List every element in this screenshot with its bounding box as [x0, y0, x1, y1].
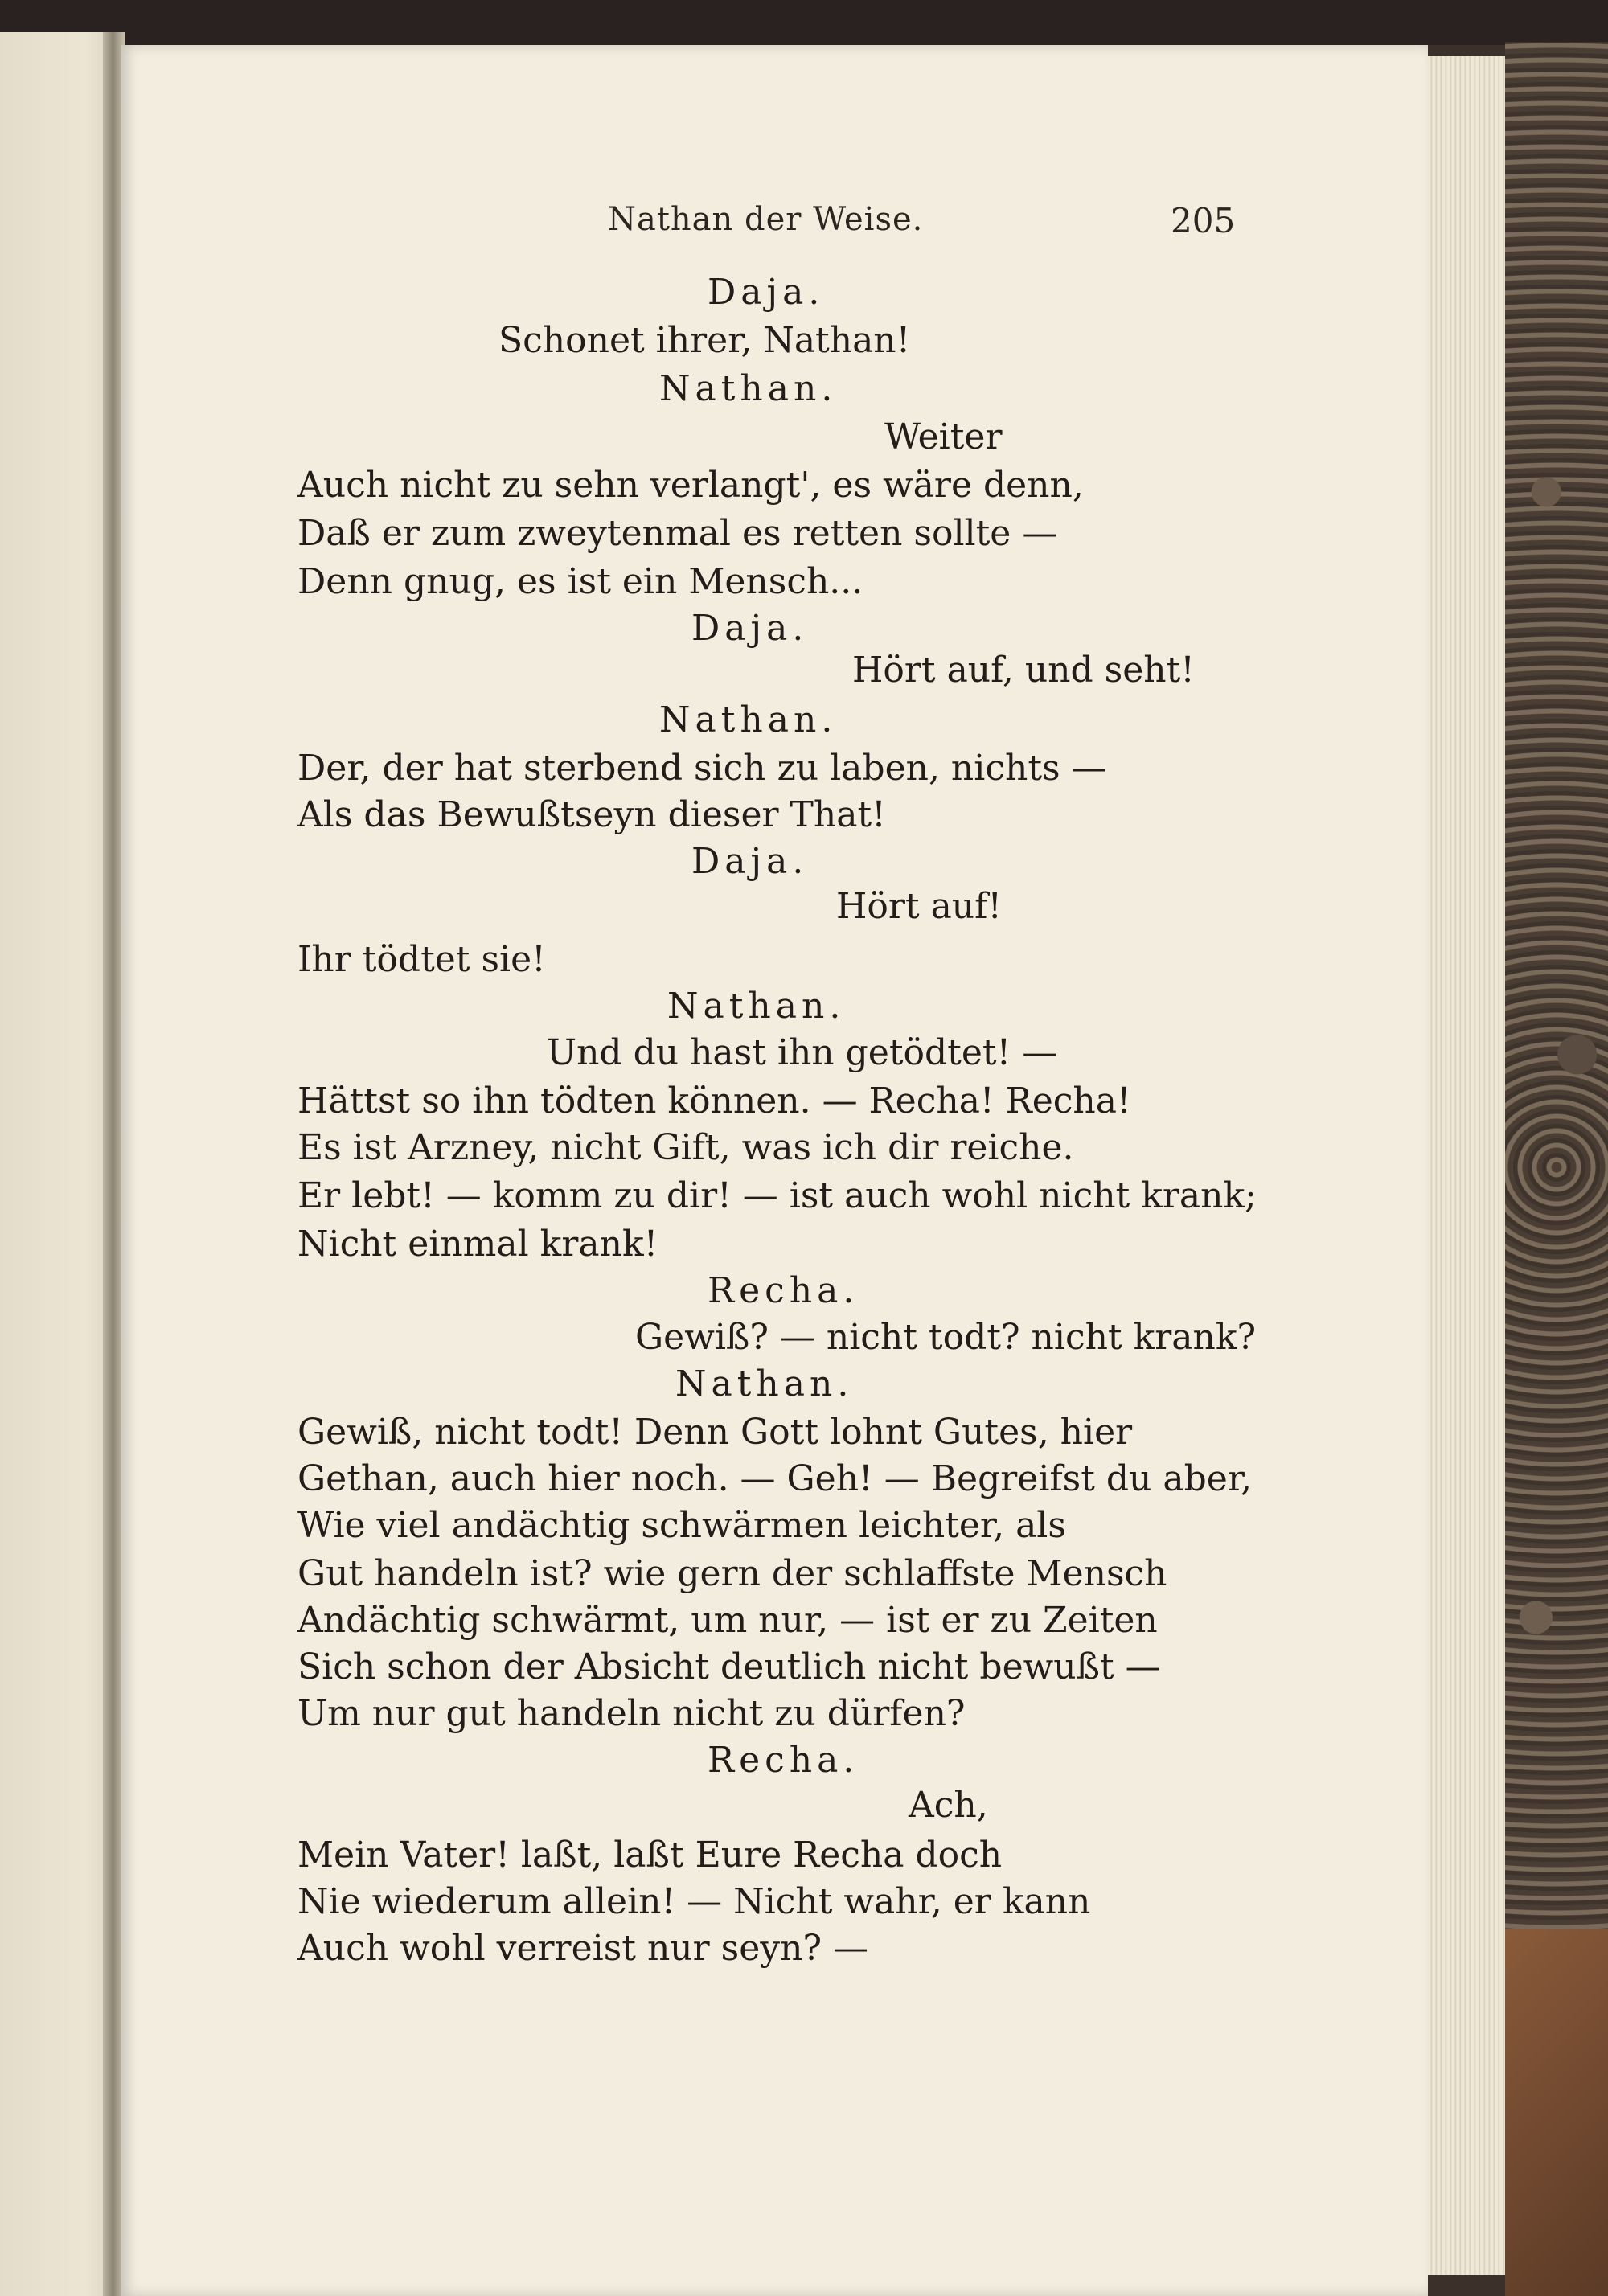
- verse-line: Gewiß? — nicht todt? nicht krank?: [635, 1317, 1257, 1358]
- speaker-label: Nathan.: [675, 1363, 854, 1404]
- speaker-label: Daja.: [708, 272, 825, 313]
- verse-line: Der, der hat sterbend sich zu laben, nichts —: [297, 748, 1107, 789]
- verse-line: Hört auf!: [836, 886, 1003, 927]
- verse-line: Er lebt! — komm zu dir! — ist auch wohl nicht krank;: [297, 1175, 1257, 1216]
- speaker-label: Nathan.: [659, 699, 838, 740]
- leather-corner: [1505, 1929, 1608, 2296]
- speaker-label: Recha.: [708, 1270, 859, 1311]
- speaker-label: Daja.: [691, 841, 809, 882]
- speaker-label: Nathan.: [667, 986, 846, 1027]
- verse-line: Wie viel andächtig schwärmen leichter, als: [297, 1505, 1066, 1546]
- verse-line: Denn gnug, es ist ein Mensch...: [297, 561, 863, 602]
- verse-line: Auch nicht zu sehn verlangt', es wäre denn,: [297, 465, 1084, 506]
- speaker-label: Recha.: [708, 1740, 859, 1781]
- running-title: Nathan der Weise.: [608, 201, 924, 238]
- verse-line: Ihr tödtet sie!: [297, 939, 546, 980]
- speaker-label: Nathan.: [659, 368, 838, 409]
- verse-line: Andächtig schwärmt, um nur, — ist er zu Zeiten: [297, 1600, 1158, 1641]
- verse-line: Nie wiederum allein! — Nicht wahr, er kann: [297, 1881, 1091, 1922]
- verse-line: Als das Bewußtseyn dieser That!: [297, 794, 886, 835]
- verse-line: Mein Vater! laßt, laßt Eure Recha doch: [297, 1835, 1003, 1876]
- verse-line: Es ist Arzney, nicht Gift, was ich dir reiche.: [297, 1127, 1074, 1168]
- page-number: 205: [1171, 201, 1236, 240]
- verse-line: Weiter: [884, 416, 1003, 457]
- verse-line: Daß er zum zweytenmal es retten sollte —: [297, 513, 1058, 554]
- verse-line: Hättst so ihn tödten können. — Recha! Recha!: [297, 1080, 1131, 1121]
- page-header: [121, 201, 1236, 249]
- verse-line: Schonet ihrer, Nathan!: [498, 320, 911, 361]
- verse-line: Auch wohl verreist nur seyn? —: [297, 1928, 869, 1969]
- verse-line: Ach,: [909, 1785, 988, 1826]
- verse-line: Gut handeln ist? wie gern der schlaffste Mensch: [297, 1553, 1167, 1594]
- page-edges: [1428, 56, 1507, 2275]
- speaker-label: Daja.: [691, 608, 809, 649]
- verse-line: Sich schon der Absicht deutlich nicht bewußt —: [297, 1646, 1161, 1687]
- background-top: [0, 0, 1608, 45]
- verse-line: Und du hast ihn getödtet! —: [547, 1032, 1058, 1073]
- verse-line: Gewiß, nicht todt! Denn Gott lohnt Gutes, hier: [297, 1412, 1133, 1453]
- verse-line: Hört auf, und seht!: [852, 650, 1195, 691]
- verse-line: Nicht einmal krank!: [297, 1224, 658, 1265]
- verse-line: Um nur gut handeln nicht zu dürfen?: [297, 1693, 966, 1734]
- verse-line: Gethan, auch hier noch. — Geh! — Begreifst du aber,: [297, 1458, 1253, 1499]
